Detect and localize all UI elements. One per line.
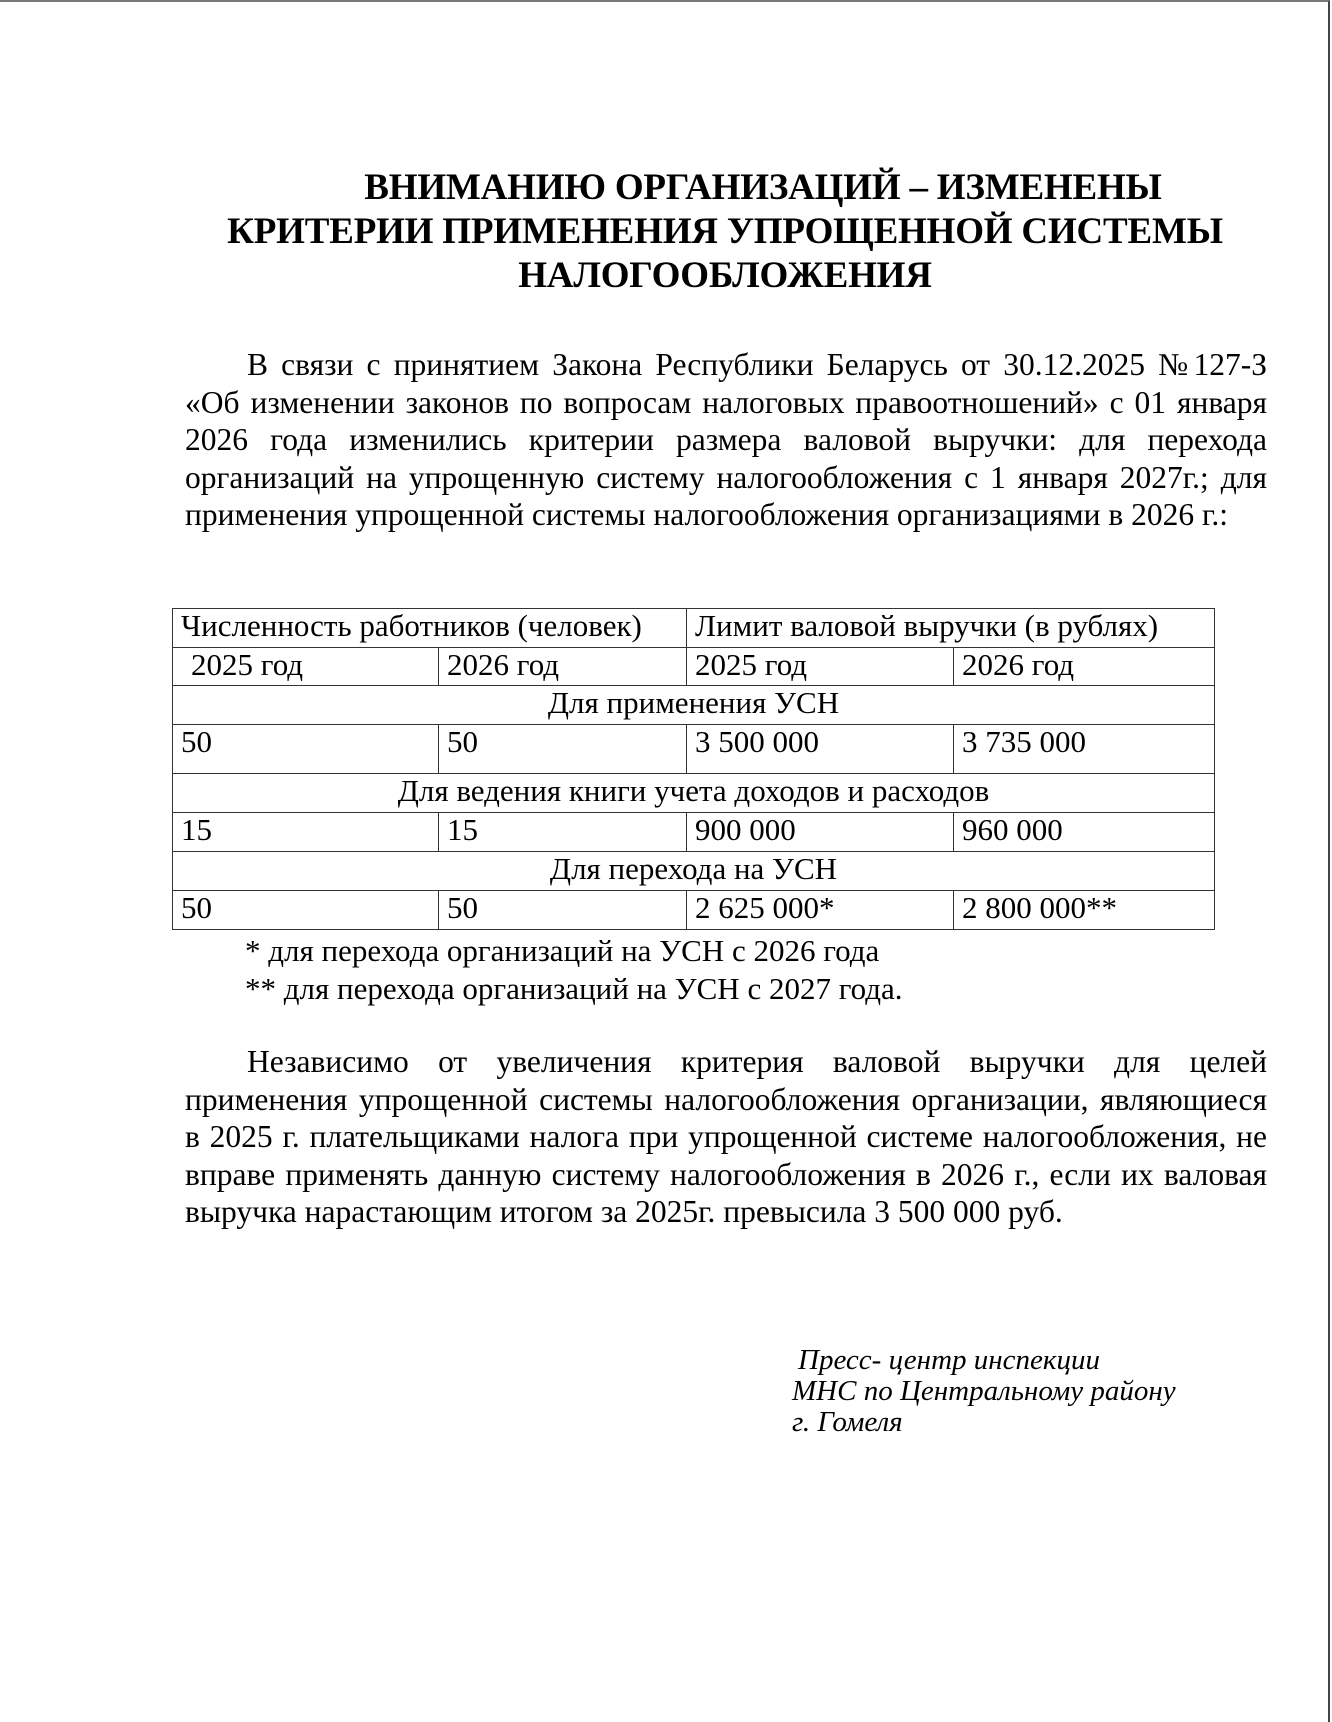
table-section-row xyxy=(173,774,1215,813)
table-row xyxy=(173,891,1215,930)
table-cell: 50 xyxy=(439,725,687,774)
footnote: * для перехода организаций на УСН с 2026 года xyxy=(245,933,880,968)
header-year: 2025 год xyxy=(687,648,954,686)
table-cell: 2 625 000* xyxy=(687,891,954,930)
section-label: Для применения УСН xyxy=(173,686,1215,725)
table-cell: 3 735 000 xyxy=(954,725,1215,774)
header-year: 2026 год xyxy=(954,648,1215,686)
title-line: КРИТЕРИИ ПРИМЕНЕНИЯ УПРОЩЕННОЙ СИСТЕМЫ xyxy=(227,211,1223,252)
title-line: НАЛОГООБЛОЖЕНИЯ xyxy=(518,255,932,296)
intro-paragraph: В связи с принятием Закона Республики Беларусь от 30.12.2025 №127-З «Об изменении законов по вопросам налоговых правоотношений» с 01 января 2026 года изменились критерии размера валовой выручки: для перехода организаций на упрощенную систему налогообложения с 1 января 2027г.; для применения упрощенной системы налогообложения организациями в 2026 г.: xyxy=(185,347,1267,532)
document-title xyxy=(175,166,1275,298)
table-cell: 15 xyxy=(173,813,439,852)
table-group-header-row xyxy=(173,609,1215,648)
table-row xyxy=(173,725,1215,774)
table-cell: 50 xyxy=(173,891,439,930)
table-cell: 3 500 000 xyxy=(687,725,954,774)
table-section-row xyxy=(173,686,1215,725)
footnote: ** для перехода организаций на УСН с 2027 года. xyxy=(245,971,903,1006)
signature-line: МНС по Центральному району xyxy=(792,1375,1176,1407)
table-cell: 900 000 xyxy=(687,813,954,852)
header-employees: Численность работников (человек) xyxy=(173,609,687,648)
header-year: 2025 год xyxy=(173,648,439,686)
table-cell: 50 xyxy=(173,725,439,774)
section-label: Для ведения книги учета доходов и расходов xyxy=(173,774,1215,813)
signature-line: Пресс- центр инспекции xyxy=(798,1344,1100,1376)
table-cell: 960 000 xyxy=(954,813,1215,852)
table-cell: 50 xyxy=(439,891,687,930)
table-cell: 2 800 000** xyxy=(954,891,1215,930)
criteria-table xyxy=(172,608,1215,930)
table-cell: 15 xyxy=(439,813,687,852)
header-revenue-limit: Лимит валовой выручки (в рублях) xyxy=(687,609,1215,648)
outro-paragraph: Независимо от увеличения критерия валовой выручки для целей применения упрощенной системы налогообложения организации, являющиеся в 2025 г. плательщиками налога при упрощенной системе налогообложения, не вправе применять данную систему налогообложения в 2026 г., если их валовая выручка нарастающим итогом за 2025г. превысила 3 500 000 руб. xyxy=(185,1044,1267,1229)
table-year-header-row xyxy=(173,648,1215,686)
title-line: ВНИМАНИЮ ОРГАНИЗАЦИЙ – ИЗМЕНЕНЫ xyxy=(364,167,1162,208)
table-footnotes xyxy=(245,932,903,1008)
header-year: 2026 год xyxy=(439,648,687,686)
signature-line: г. Гомеля xyxy=(792,1406,903,1438)
section-label: Для перехода на УСН xyxy=(173,852,1215,891)
signature-block xyxy=(792,1345,1176,1438)
table-row xyxy=(173,813,1215,852)
table-section-row xyxy=(173,852,1215,891)
